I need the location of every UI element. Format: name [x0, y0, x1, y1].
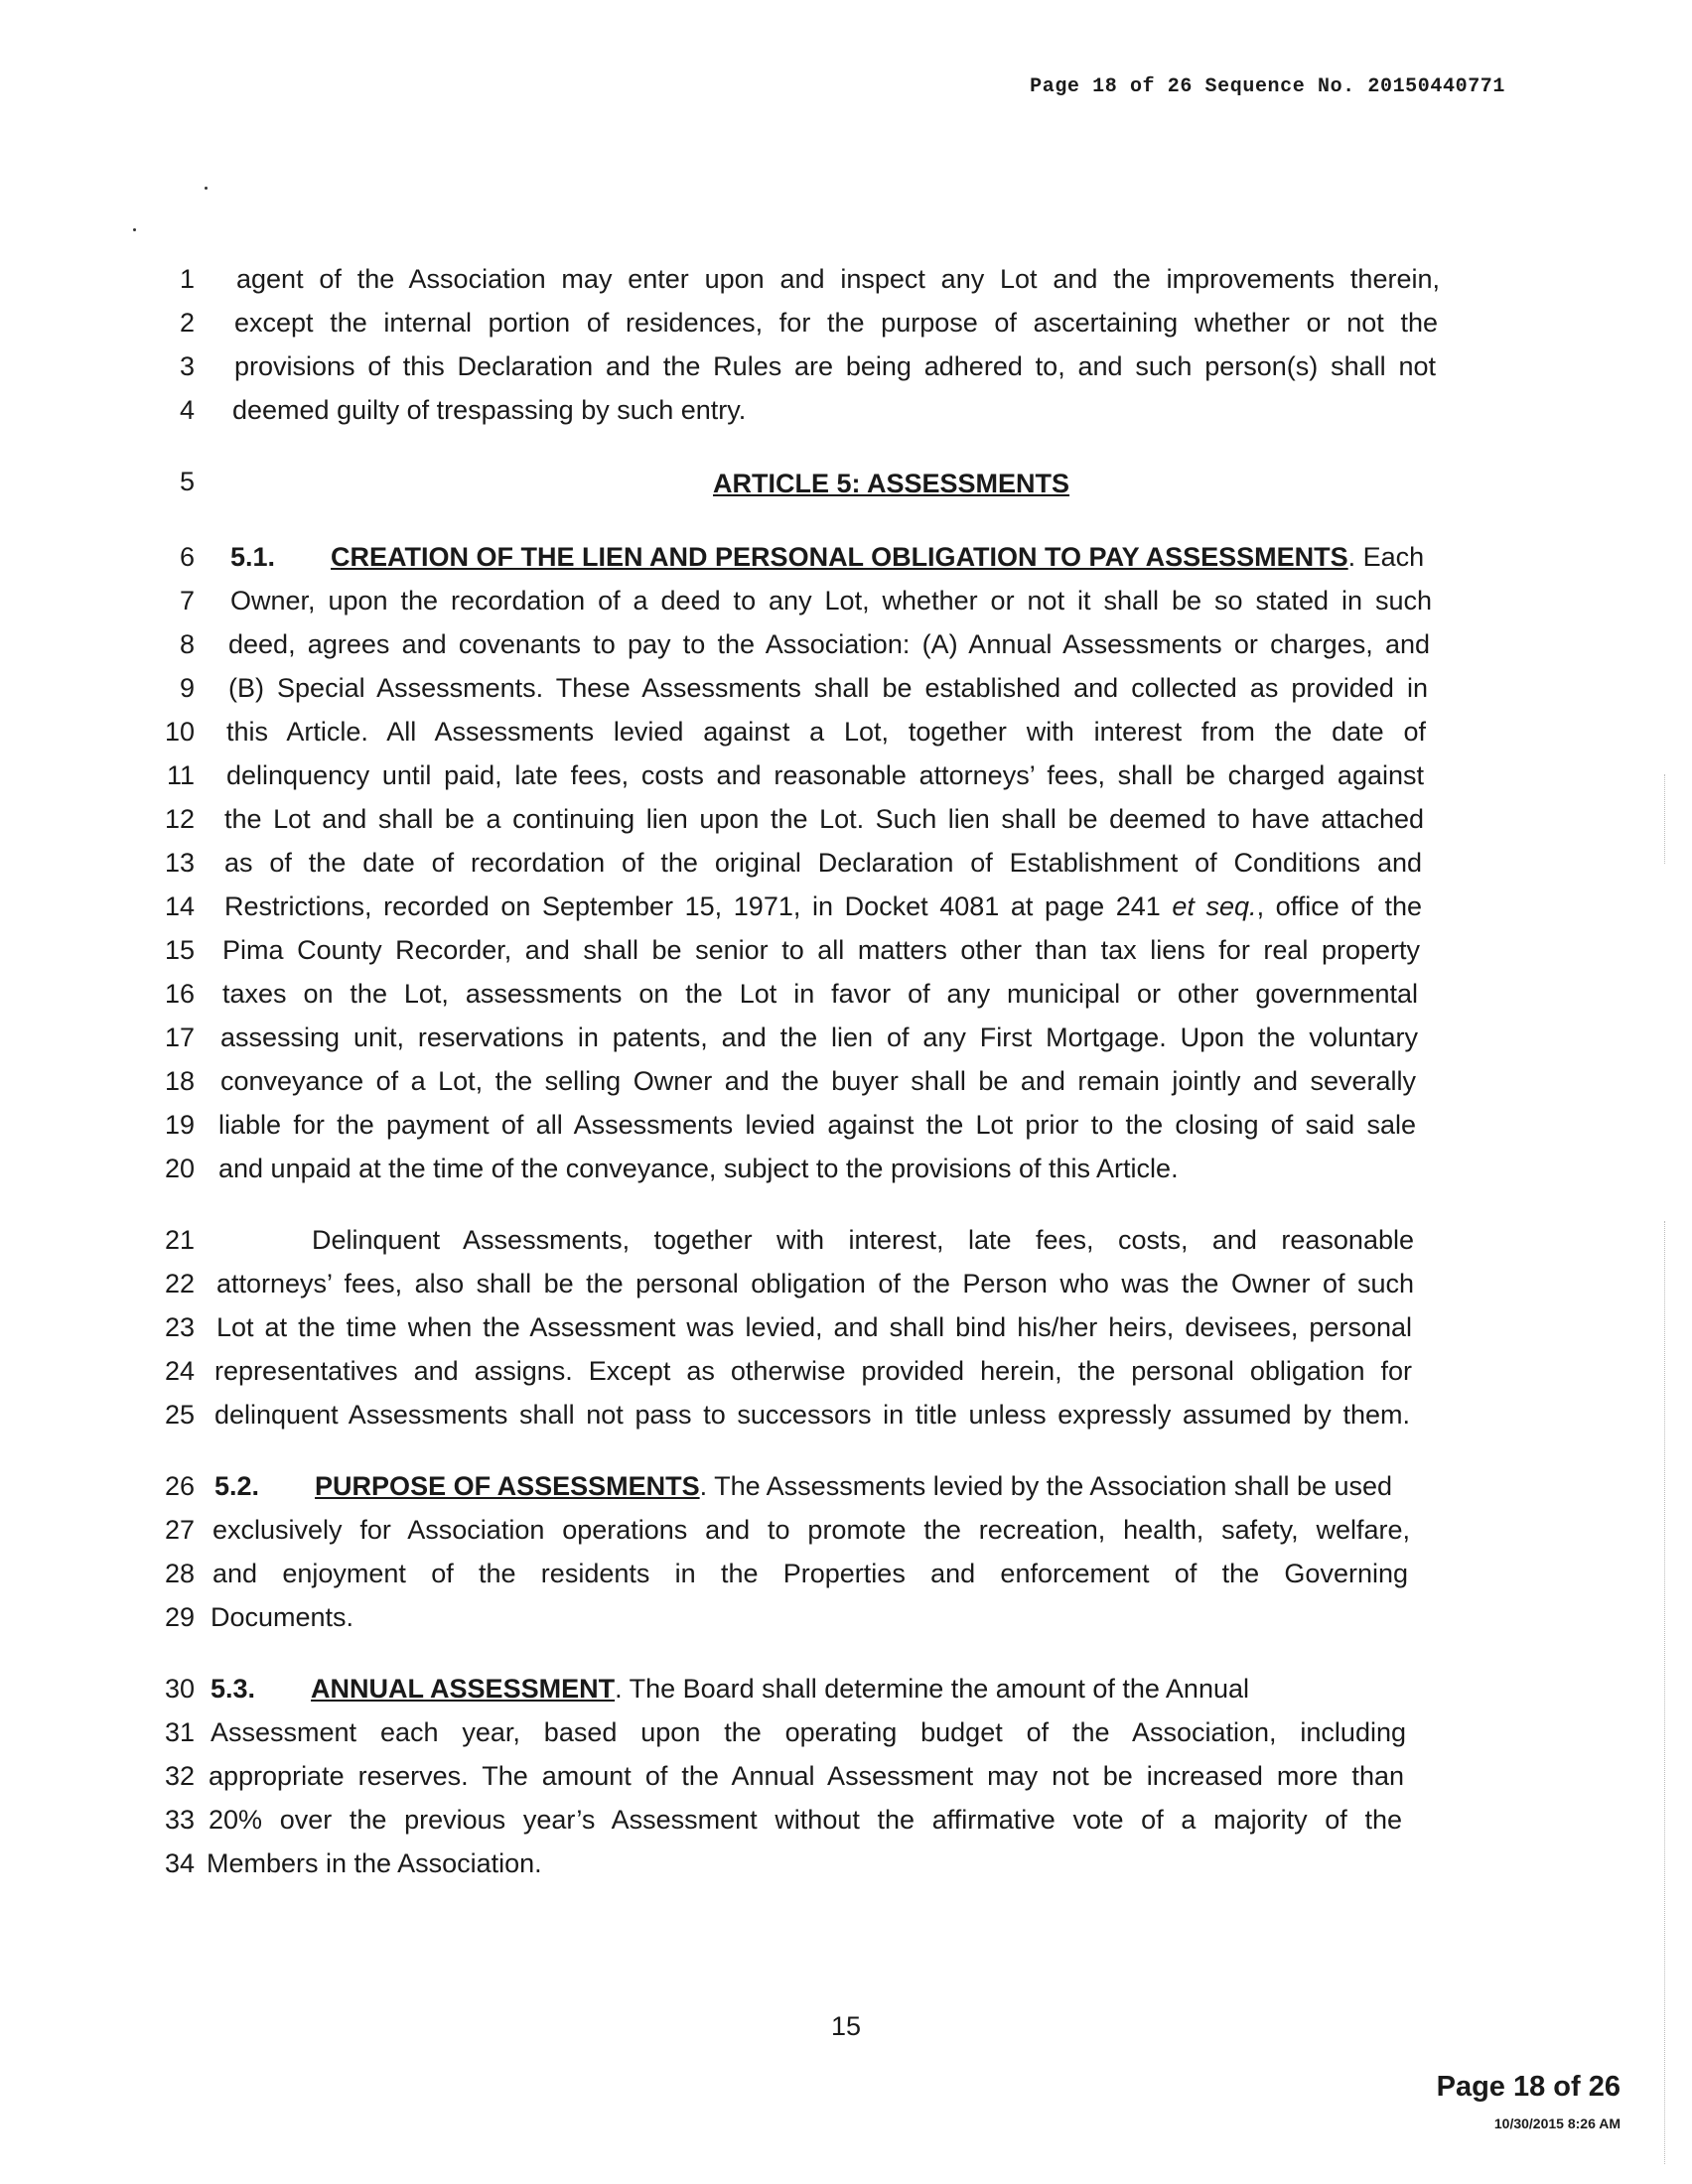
line-text: Delinquent Assessments, together with interest, late fees, costs, and reasonable: [312, 1225, 1414, 1255]
line-text: taxes on the Lot, assessments on the Lot in favor of any municipal or other governmental: [222, 979, 1418, 1009]
line-number: 20: [164, 1154, 195, 1183]
line-number: 19: [164, 1110, 195, 1140]
line-number: 2: [179, 308, 195, 338]
line-number: 3: [179, 351, 195, 381]
page-number: 15: [830, 2011, 862, 2041]
section-line: [230, 542, 1432, 573]
line-text: Assessment each year, based upon the operating budget of the Association, including: [211, 1717, 1406, 1747]
line-number: 13: [164, 848, 195, 878]
line-number: 6: [179, 542, 195, 572]
line-number: 30: [164, 1674, 195, 1704]
line-number: 33: [164, 1805, 195, 1835]
section-number: 5.1.: [230, 542, 276, 572]
line-number: 11: [166, 760, 195, 790]
line-text: appropriate reserves. The amount of the Annual Assessment may not be increased more than: [209, 1761, 1404, 1791]
line-number: 9: [179, 673, 195, 703]
line-number: 28: [164, 1559, 195, 1588]
line-number: 12: [164, 804, 195, 834]
line-text-part: , office of the: [1256, 891, 1422, 921]
scan-edge-mark: [1664, 774, 1666, 864]
line-number: 23: [164, 1312, 195, 1342]
line-number: 24: [164, 1356, 195, 1386]
section-line: [211, 1674, 1408, 1705]
section-number: 5.2.: [214, 1471, 260, 1501]
line-text: except the internal portion of residences, for the purpose of ascertaining whether or not the: [234, 308, 1438, 338]
line-text: exclusively for Association operations and to promote the recreation, health, safety, welfare,: [212, 1515, 1410, 1545]
line-number: 8: [179, 629, 195, 659]
line-text: (B) Special Assessments. These Assessments shall be established and collected as provided in: [228, 673, 1428, 703]
line-text: deed, agrees and covenants to pay to the Association: (A) Annual Assessments or charges, and: [228, 629, 1430, 659]
line-number: 16: [164, 979, 195, 1009]
italic-text: et seq.: [1172, 891, 1257, 921]
line-number: 21: [164, 1225, 195, 1255]
line-number: 22: [164, 1269, 195, 1298]
section-line: [214, 1471, 1412, 1502]
line-text: Members in the Association.: [207, 1848, 542, 1878]
line-text: this Article. All Assessments levied against a Lot, together with interest from the date of: [226, 717, 1426, 747]
line-text: as of the date of recordation of the original Declaration of Establishment of Conditions and: [224, 848, 1422, 878]
scan-speck: [133, 228, 136, 231]
section-title: PURPOSE OF ASSESSMENTS: [315, 1471, 700, 1501]
line-number: 5: [179, 467, 195, 496]
line-text: assessing unit, reservations in patents, and the lien of any First Mortgage. Upon the voluntary: [220, 1023, 1418, 1052]
scan-edge-mark: [1664, 1221, 1666, 2164]
line-text: provisions of this Declaration and the Rules are being adhered to, and such person(s) shall not: [234, 351, 1436, 381]
line-text: and enjoyment of the residents in the Properties and enforcement of the Governing: [212, 1559, 1408, 1588]
recording-stamp: Page 18 of 26 Sequence No. 20150440771: [1030, 75, 1505, 98]
line-number: 17: [164, 1023, 195, 1052]
line-number: 26: [164, 1471, 195, 1501]
line-text: Pima County Recorder, and shall be senior to all matters other than tax liens for real property: [222, 935, 1420, 965]
section-title: ANNUAL ASSESSMENT: [311, 1674, 616, 1704]
line-number: 32: [164, 1761, 195, 1791]
line-number: 10: [164, 717, 195, 747]
line-number: 15: [164, 935, 195, 965]
line-text: Documents.: [211, 1602, 354, 1632]
line-number: 29: [164, 1602, 195, 1632]
section-number: 5.3.: [211, 1674, 256, 1704]
line-number: 27: [164, 1515, 195, 1545]
line-number: 4: [179, 395, 195, 425]
line-text: . Each: [1347, 542, 1425, 572]
line-number: 1: [179, 264, 195, 294]
line-text: attorneys’ fees, also shall be the personal obligation of the Person who was the Owner of such: [216, 1269, 1414, 1298]
line-text: Lot at the time when the Assessment was levied, and shall bind his/her heirs, devisees, personal: [216, 1312, 1412, 1342]
line-text: delinquency until paid, late fees, costs and reasonable attorneys’ fees, shall be charged against: [226, 760, 1424, 790]
line-text: the Lot and shall be a continuing lien upon the Lot. Such lien shall be deemed to have attached: [224, 804, 1424, 834]
line-text: Owner, upon the recordation of a deed to any Lot, whether or not it shall be so stated in such: [230, 586, 1432, 615]
line-text: liable for the payment of all Assessments levied against the Lot prior to the closing of said sale: [218, 1110, 1416, 1140]
footer-timestamp: 10/30/2015 8:26 AM: [1493, 2116, 1621, 2131]
line-text: representatives and assigns. Except as otherwise provided herein, the personal obligation for: [214, 1356, 1412, 1386]
line-text: [224, 891, 1422, 922]
scan-speck: [205, 187, 208, 190]
line-text: agent of the Association may enter upon and inspect any Lot and the improvements therein,: [236, 264, 1440, 294]
line-number: 14: [164, 891, 195, 921]
line-text-part: Restrictions, recorded on September 15, 1971, in Docket 4081 at page 241: [224, 891, 1161, 921]
line-text: deemed guilty of trespassing by such entry.: [232, 395, 747, 425]
line-number: 34: [164, 1848, 195, 1878]
line-number: 31: [164, 1717, 195, 1747]
footer-page-count: Page 18 of 26: [1436, 2071, 1621, 2103]
section-title: CREATION OF THE LIEN AND PERSONAL OBLIGATION TO PAY ASSESSMENTS: [331, 542, 1348, 572]
line-text: 20% over the previous year’s Assessment without the affirmative vote of a majority of the: [209, 1805, 1402, 1835]
line-text: . The Board shall determine the amount of the Annual: [615, 1674, 1249, 1704]
line-text: conveyance of a Lot, the selling Owner and the buyer shall be and remain jointly and severally: [220, 1066, 1416, 1096]
article-heading: ARTICLE 5: ASSESSMENTS: [713, 469, 1070, 498]
line-number: 18: [164, 1066, 195, 1096]
line-text: delinquent Assessments shall not pass to successors in title unless expressly assumed by them.: [214, 1400, 1410, 1430]
line-number: 25: [164, 1400, 195, 1430]
line-text: and unpaid at the time of the conveyance, subject to the provisions of this Article.: [218, 1154, 1179, 1183]
line-text: . The Assessments levied by the Association shall be used: [699, 1471, 1393, 1501]
line-number: 7: [179, 586, 195, 615]
